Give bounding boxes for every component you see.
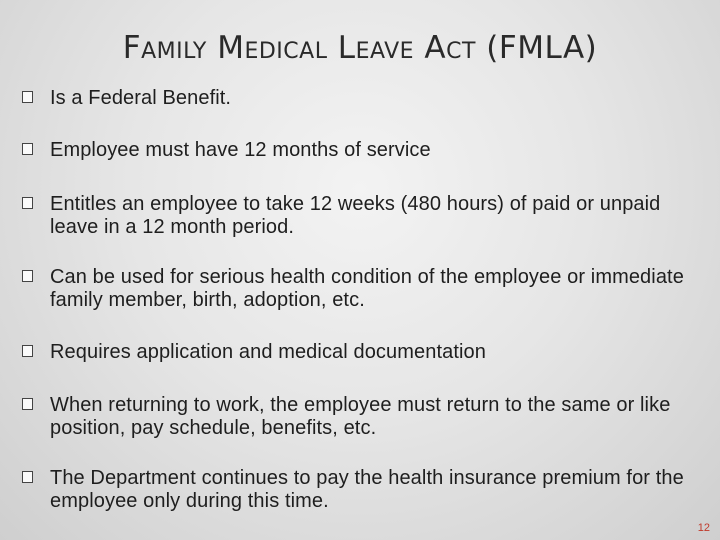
bullet-text: Is a Federal Benefit. bbox=[50, 87, 232, 109]
bullet-text: Can be used for serious health condition of the employee or immediate family member, birth, adoption, etc. bbox=[50, 266, 684, 311]
bullet-text: Entitles an employee to take 12 weeks (480 hours) of paid or unpaid leave in a 12 month period. bbox=[50, 193, 661, 238]
square-bullet-icon bbox=[22, 143, 33, 155]
bullet-text: Requires application and medical documentation bbox=[50, 341, 486, 363]
slide-title: Family Medical Leave Act (FMLA) bbox=[122, 30, 598, 66]
square-bullet-icon bbox=[22, 398, 33, 410]
bullet-text: Employee must have 12 months of service bbox=[50, 139, 431, 161]
square-bullet-icon bbox=[22, 345, 33, 357]
page-number: 12 bbox=[697, 522, 710, 534]
square-bullet-icon bbox=[22, 270, 33, 282]
square-bullet-icon bbox=[22, 91, 33, 103]
square-bullet-icon bbox=[22, 197, 33, 209]
square-bullet-icon bbox=[22, 471, 33, 483]
bullet-text: The Department continues to pay the health insurance premium for the employee only during this time. bbox=[50, 467, 684, 512]
bullet-text: When returning to work, the employee must return to the same or like position, pay schedule, benefits, etc. bbox=[50, 394, 671, 439]
